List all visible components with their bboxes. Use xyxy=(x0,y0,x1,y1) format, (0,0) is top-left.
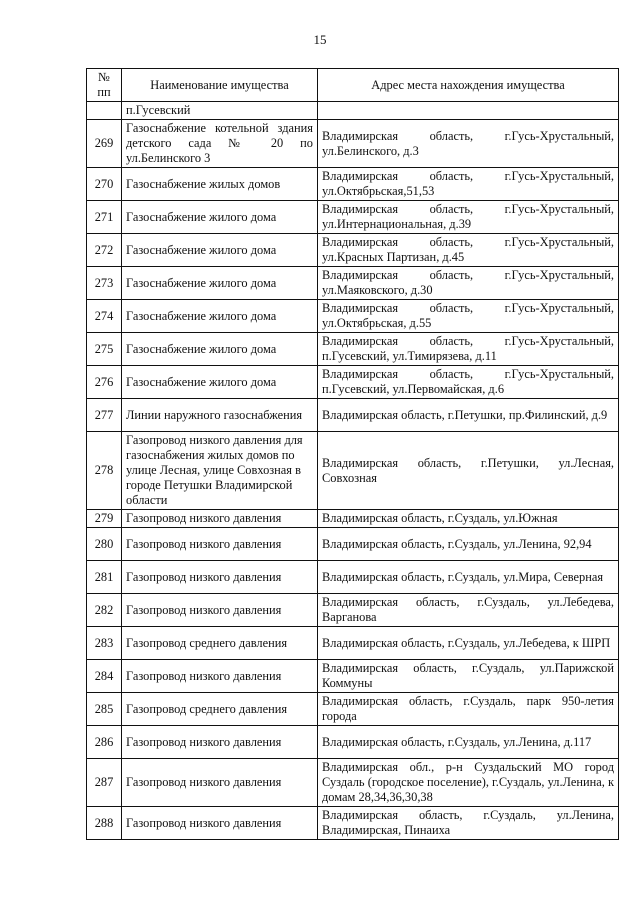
row-address: Владимирская обл., р-н Суздальский МО город Суздаль (городское поселение), г.Суздаль, ул.Ленина, к домам 28,34,36,30,38 xyxy=(318,759,619,807)
table-row xyxy=(87,693,619,726)
row-address: Владимирская область, г.Суздаль, парк 950-летия города xyxy=(318,693,619,726)
row-name: Газопровод среднего давления xyxy=(122,627,318,660)
row-number: 275 xyxy=(87,333,122,366)
row-name: Газопровод среднего давления xyxy=(122,693,318,726)
row-address: Владимирская область, г.Суздаль, ул.Южная xyxy=(318,510,619,528)
table-row xyxy=(87,660,619,693)
row-number: 270 xyxy=(87,168,122,201)
table-row xyxy=(87,510,619,528)
table-row xyxy=(87,366,619,399)
row-address: Владимирская область, г.Суздаль, ул.Ленина, 92,94 xyxy=(318,528,619,561)
row-name: п.Гусевский xyxy=(122,102,318,120)
row-name: Газопровод низкого давления xyxy=(122,594,318,627)
row-name: Газоснабжение жилых домов xyxy=(122,168,318,201)
table-row xyxy=(87,102,619,120)
row-name: Газопровод низкого давления xyxy=(122,528,318,561)
row-name: Газопровод низкого давления xyxy=(122,510,318,528)
row-name: Газоснабжение котельной здания детского сада № 20 по ул.Белинского 3 xyxy=(122,120,318,168)
table-row xyxy=(87,399,619,432)
page-number: 15 xyxy=(313,32,327,47)
row-name: Газоснабжение жилого дома xyxy=(122,201,318,234)
table-row xyxy=(87,120,619,168)
row-name: Газопровод низкого давления xyxy=(122,759,318,807)
row-address: Владимирская область, г.Суздаль, ул.Ленина, д.117 xyxy=(318,726,619,759)
row-address: Владимирская область, г.Гусь-Хрустальный, п.Гусевский, ул.Тимирязева, д.11 xyxy=(318,333,619,366)
row-name: Газопровод низкого давления xyxy=(122,807,318,840)
row-number: 287 xyxy=(87,759,122,807)
header-address: Адрес места нахождения имущества xyxy=(318,69,619,102)
row-address: Владимирская область, г.Гусь-Хрустальный, ул.Октябрьская,51,53 xyxy=(318,168,619,201)
row-address: Владимирская область, г.Петушки, пр.Филинский, д.9 xyxy=(318,399,619,432)
row-address: Владимирская область, г.Гусь-Хрустальный, ул.Октябрьская, д.55 xyxy=(318,300,619,333)
row-address: Владимирская область, г.Суздаль, ул.Мира, Северная xyxy=(318,561,619,594)
row-name: Газоснабжение жилого дома xyxy=(122,366,318,399)
row-address: Владимирская область, г.Суздаль, ул.Лебедева, к ШРП xyxy=(318,627,619,660)
table-row xyxy=(87,333,619,366)
row-number: 277 xyxy=(87,399,122,432)
table-row xyxy=(87,594,619,627)
table-row xyxy=(87,300,619,333)
header-number: № пп xyxy=(87,69,122,102)
table-row xyxy=(87,726,619,759)
row-number: 286 xyxy=(87,726,122,759)
table-row xyxy=(87,432,619,510)
row-number: 276 xyxy=(87,366,122,399)
row-name: Газоснабжение жилого дома xyxy=(122,267,318,300)
row-number: 282 xyxy=(87,594,122,627)
row-name: Газоснабжение жилого дома xyxy=(122,234,318,267)
table-row xyxy=(87,627,619,660)
row-address: Владимирская область, г.Гусь-Хрустальный, ул.Белинского, д.3 xyxy=(318,120,619,168)
row-address: Владимирская область, г.Гусь-Хрустальный, ул.Красных Партизан, д.45 xyxy=(318,234,619,267)
row-address: Владимирская область, г.Суздаль, ул.Лебедева, Варганова xyxy=(318,594,619,627)
table-row xyxy=(87,528,619,561)
row-number: 280 xyxy=(87,528,122,561)
row-number: 281 xyxy=(87,561,122,594)
table-row xyxy=(87,168,619,201)
table-row xyxy=(87,267,619,300)
row-address: Владимирская область, г.Петушки, ул.Лесная, Совхозная xyxy=(318,432,619,510)
row-name: Газопровод низкого давления для газоснабжения жилых домов по улице Лесная, улице Совхозная в городе Петушки Владимирской области xyxy=(122,432,318,510)
row-name: Линии наружного газоснабжения xyxy=(122,399,318,432)
row-address: Владимирская область, г.Суздаль, ул.Ленина, Владимирская, Пинаиха xyxy=(318,807,619,840)
table-row xyxy=(87,561,619,594)
row-address xyxy=(318,102,619,120)
table-row xyxy=(87,807,619,840)
row-name: Газопровод низкого давления xyxy=(122,726,318,759)
row-name: Газопровод низкого давления xyxy=(122,660,318,693)
row-address: Владимирская область, г.Гусь-Хрустальный, ул.Маяковского, д.30 xyxy=(318,267,619,300)
row-number: 274 xyxy=(87,300,122,333)
row-number: 284 xyxy=(87,660,122,693)
row-name: Газоснабжение жилого дома xyxy=(122,333,318,366)
row-address: Владимирская область, г.Суздаль, ул.Парижской Коммуны xyxy=(318,660,619,693)
header-name: Наименование имущества xyxy=(122,69,318,102)
row-number: 271 xyxy=(87,201,122,234)
table-row xyxy=(87,234,619,267)
table-row xyxy=(87,759,619,807)
row-address: Владимирская область, г.Гусь-Хрустальный, ул.Интернациональная, д.39 xyxy=(318,201,619,234)
row-number: 273 xyxy=(87,267,122,300)
row-number: 283 xyxy=(87,627,122,660)
row-number: 279 xyxy=(87,510,122,528)
row-number: 272 xyxy=(87,234,122,267)
row-number: 285 xyxy=(87,693,122,726)
row-number: 269 xyxy=(87,120,122,168)
row-address: Владимирская область, г.Гусь-Хрустальный, п.Гусевский, ул.Первомайская, д.6 xyxy=(318,366,619,399)
row-number xyxy=(87,102,122,120)
row-name: Газоснабжение жилого дома xyxy=(122,300,318,333)
header-row xyxy=(87,69,619,102)
row-number: 278 xyxy=(87,432,122,510)
row-number: 288 xyxy=(87,807,122,840)
table-row xyxy=(87,201,619,234)
row-name: Газопровод низкого давления xyxy=(122,561,318,594)
property-table xyxy=(86,68,619,840)
